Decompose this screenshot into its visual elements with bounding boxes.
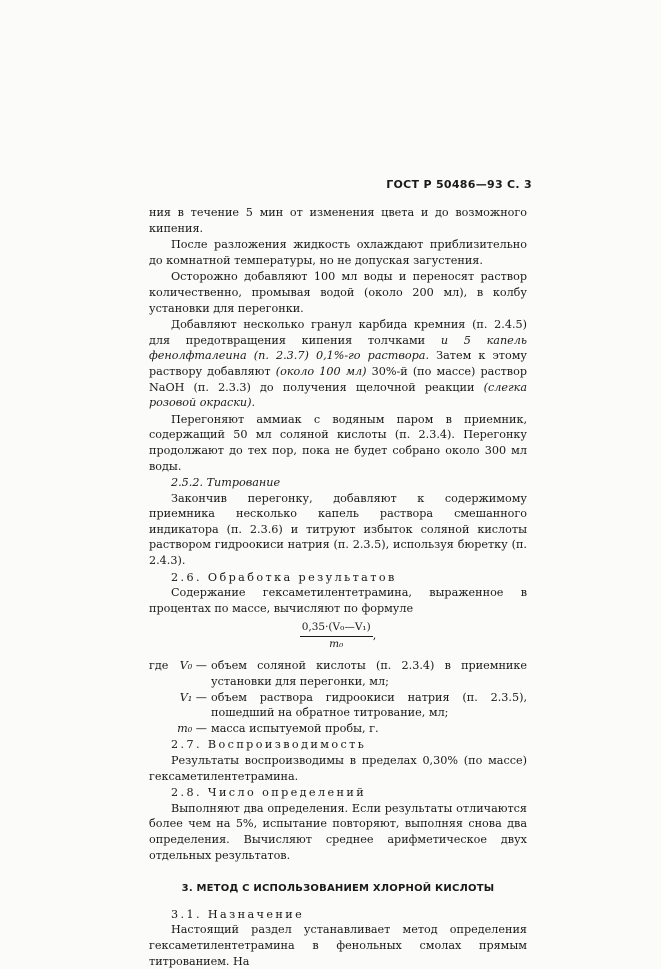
text-run: Добавляют несколько гранул карбида кремния (п. 2.4.5) для предотвращения кипения толчками <box>149 318 527 347</box>
variable-symbol: V₀ — <box>179 659 207 673</box>
variable-definitions <box>149 658 527 736</box>
variable-symbol: V₁ — <box>179 690 207 704</box>
paragraph: Настоящий раздел устанавливает метод определения гексаметилентетрамина в фенольных смолах прямым титрованием. На <box>149 923 527 968</box>
variable-description: масса испытуемой пробы, г. <box>211 721 379 735</box>
section-heading: 2.8. Число определений <box>171 786 367 800</box>
where-label: где <box>149 659 169 673</box>
definition-row <box>149 658 527 689</box>
text-run-italic: (слегка розовой окраски). <box>149 380 527 410</box>
paragraph: Закончив перегонку, добавляют к содержимому приемника несколько капель раствора смешанного индикатора (п. 2.3.6) и титруют избыток соляной кислоты раствором гидроокиси натрия (п. 2.3.5), используя бюретку (п. 2.4.3). <box>149 491 527 568</box>
section-heading: 2.6. Обработка результатов <box>171 570 397 584</box>
text-run-italic: (около 100 мл) <box>275 364 367 378</box>
paragraph: Выполняют два определения. Если результаты отличаются более чем на 5%, испытание повторяют, выполняя снова два определения. Вычисляют среднее арифметическое двух отдельных результатов. <box>149 801 527 862</box>
formula <box>149 620 527 654</box>
document-body <box>149 205 527 969</box>
formula-denominator: m₀ <box>329 638 344 651</box>
variable-description: объем раствора гидроокиси натрия (п. 2.3.5), пошедший на обратное титрование, мл; <box>211 690 527 720</box>
page-header: ГОСТ Р 50486—93 С. 3 <box>386 178 532 191</box>
fraction <box>300 620 373 652</box>
paragraph: ния в течение 5 мин от изменения цвета и до возможного кипения. <box>149 206 527 235</box>
formula-numerator: 0,35·(V₀—V₁) <box>300 620 373 637</box>
text-run-italic: и 5 капель фенолфталеина (п. 2.3.7) 0,1%-го раствора. <box>149 333 527 363</box>
definition-row <box>149 721 527 737</box>
variable-description: объем соляной кислоты (п. 2.3.4) в приемнике установки для перегонки, мл; <box>211 659 527 689</box>
paragraph: Результаты воспроизводимы в пределах 0,30% (по массе) гексаметилентетрамина. <box>149 754 527 783</box>
section-heading: 2.5.2. Титрование <box>171 476 281 490</box>
definition-row <box>149 690 527 721</box>
section-heading: 3.1. Назначение <box>171 907 305 921</box>
chapter-title: 3. МЕТОД С ИСПОЛЬЗОВАНИЕМ ХЛОРНОЙ КИСЛОТЫ <box>181 883 495 895</box>
formula-trail: , <box>372 629 377 643</box>
paragraph: После разложения жидкость охлаждают приблизительно до комнатной температуры, но не допуская загустения. <box>149 238 527 267</box>
paragraph <box>149 317 527 411</box>
paragraph: Осторожно добавляют 100 мл воды и переносят раствор количественно, промывая водой (около 200 мл), в колбу установки для перегонки. <box>149 270 527 315</box>
paragraph: Содержание гексаметилентетрамина, выраженное в процентах по массе, вычисляют по формуле <box>149 586 527 615</box>
section-heading: 2.7. Воспроизводимость <box>171 738 367 752</box>
text-run: 30%-й (по массе) раствор NaOH (п. 2.3.3) до получения щелочной реакции <box>149 364 527 394</box>
text-run: Затем к этому раствору добавляют <box>149 349 527 378</box>
variable-symbol: m₀ — <box>177 721 207 735</box>
paragraph: Перегоняют аммиак с водяным паром в приемник, содержащий 50 мл соляной кислоты (п. 2.3.4). Перегонку продолжают до тех пор, пока не будет собрано около 300 мл воды. <box>149 412 527 473</box>
